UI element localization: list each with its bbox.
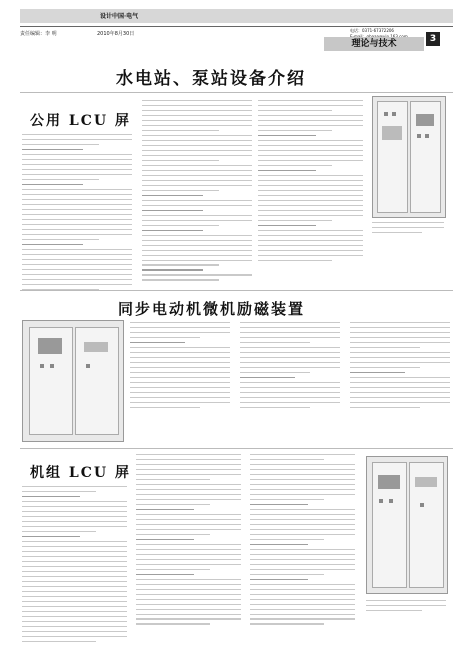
article-divider-1 [20, 290, 453, 291]
article-title-public-lcu: 公用 LCU 屏 [30, 113, 131, 129]
excitation-body-col2 [240, 322, 340, 412]
lcu-cabinet-image [372, 96, 446, 218]
newspaper-logo: 设计中国·电气 [100, 13, 139, 20]
article-body-col1 [22, 134, 132, 294]
unit-cabinet-caption [366, 600, 446, 615]
cabinet-door-left [377, 101, 408, 213]
header-band [20, 9, 453, 23]
page-number: 3 [426, 32, 440, 46]
excitation-device-image [22, 320, 124, 442]
cabinet-door-right [410, 101, 441, 213]
unit-cabinet-door-right [409, 462, 444, 588]
article-body-col3 [258, 100, 363, 264]
cabinet-caption [372, 222, 444, 237]
header-rule [20, 26, 453, 27]
editor-credit: 责任编辑：李 明 [20, 31, 57, 37]
main-title: 水电站、泵站设备介绍 [116, 69, 306, 89]
article-body-col2 [142, 100, 252, 284]
excitation-body-col1 [130, 322, 230, 412]
excitation-body-col3 [350, 322, 450, 412]
unit-lcu-body-col3 [250, 454, 355, 628]
contact-phone: 电话：0371-67372206 [350, 28, 394, 33]
unit-lcu-body-col2 [136, 454, 241, 628]
device-door-left [29, 327, 73, 435]
device-door-right [75, 327, 119, 435]
article-divider-2 [20, 448, 453, 449]
unit-lcu-body-col1 [22, 486, 127, 646]
title-divider [20, 92, 453, 93]
article-title-unit-lcu: 机组 LCU 屏 [30, 465, 131, 481]
issue-date: 2010年8月30日 [97, 31, 135, 37]
article-title-excitation: 同步电动机微机励磁装置 [118, 300, 306, 318]
unit-cabinet-door-left [372, 462, 407, 588]
section-label: 理论与技术 [324, 37, 424, 51]
unit-lcu-cabinet-image [366, 456, 448, 594]
